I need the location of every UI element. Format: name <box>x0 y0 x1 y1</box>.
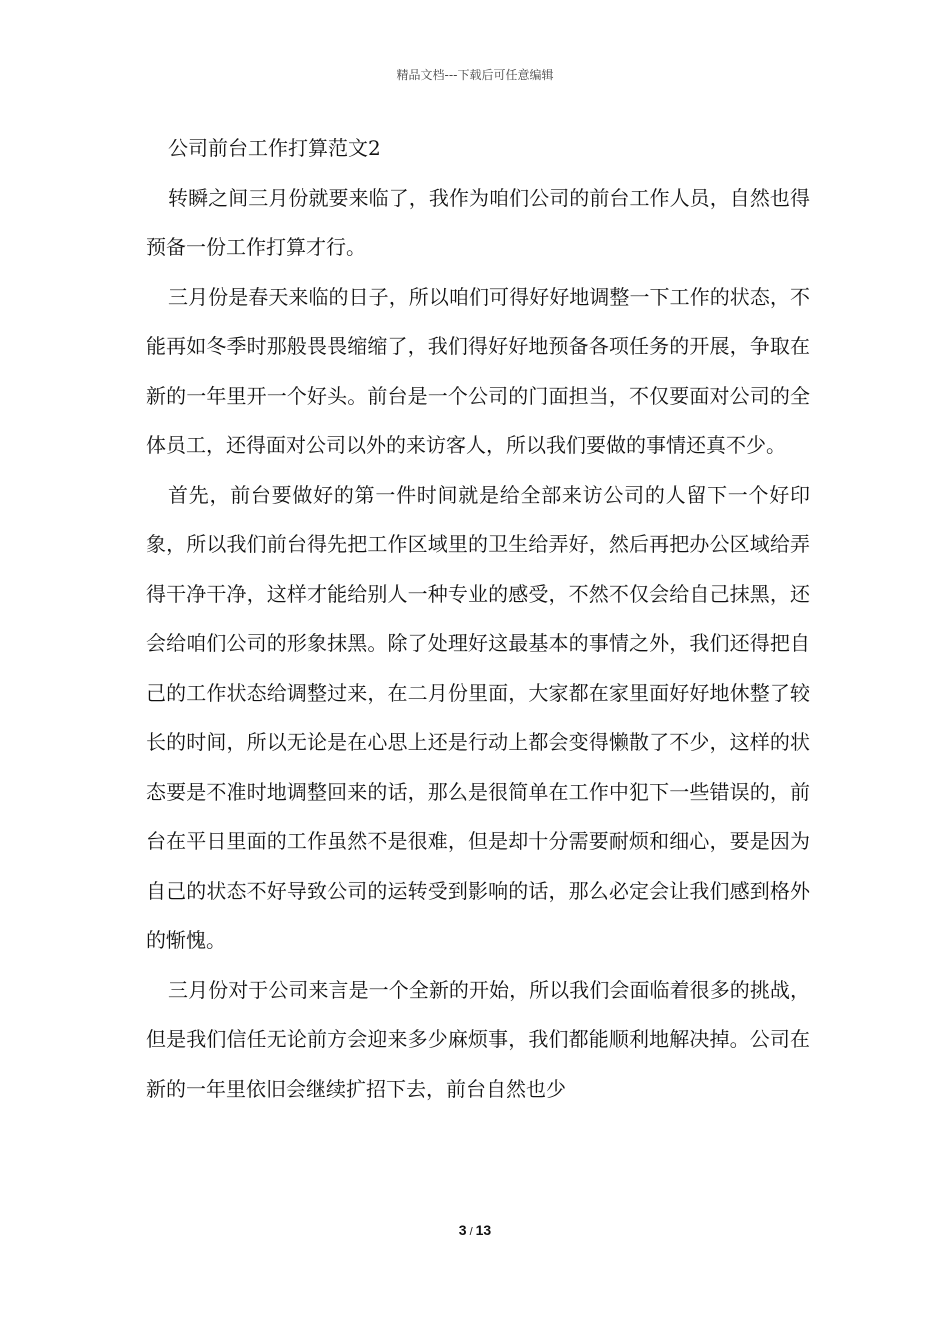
paragraph-1: 转瞬之间三月份就要来临了，我作为咱们公司的前台工作人员，自然也得预备一份工作打算才行。 <box>146 185 810 259</box>
paragraph-3: 首先，前台要做好的第一件时间就是给全部来访公司的人留下一个好印象，所以我们前台得先把工作区域里的卫生给弄好，然后再把办公区域给弄得干净干净，这样才能给别人一种专业的感受，不然不仅会给自己抹黑，还会给咱们公司的形象抹黑。除了处理好这最基本的事情之外，我们还得把自己的工作状态给调整过来，在二月份里面，大家都在家里面好好地休整了较长的时间，所以无论是在心思上还是行动上都会变得懒散了不少，这样的状态要是不准时地调整回来的话，那么是很简单在工作中犯下一些错误的，前台在平日里面的工作虽然不是很难，但是却十分需要耐烦和细心，要是因为自己的状态不好导致公司的运转受到影响的话，那么必定会让我们感到格外的惭愧。 <box>146 482 810 952</box>
paragraph-2: 三月份是春天来临的日子，所以咱们可得好好地调整一下工作的状态，不能再如冬季时那般畏畏缩缩了，我们得好好地预备各项任务的开展，争取在新的一年里开一个好头。前台是一个公司的门面担当，不仅要面对公司的全体员工，还得面对公司以外的来访客人，所以我们要做的事情还真不少。 <box>146 284 810 457</box>
page-number <box>0 1222 950 1238</box>
document-body <box>146 124 810 1114</box>
page-header: 精品文档---下载后可任意编辑 <box>396 68 554 82</box>
current-page: 3 <box>458 1222 467 1238</box>
document-title: 公司前台工作打算范文2 <box>168 136 381 160</box>
paragraph-4: 三月份对于公司来言是一个全新的开始，所以我们会面临着很多的挑战，但是我们信任无论前方会迎来多少麻烦事，我们都能顺利地解决掉。公司在新的一年里依旧会继续扩招下去，前台自然也少 <box>146 977 810 1101</box>
total-pages: 13 <box>475 1222 492 1238</box>
page-separator: / <box>469 1226 473 1238</box>
